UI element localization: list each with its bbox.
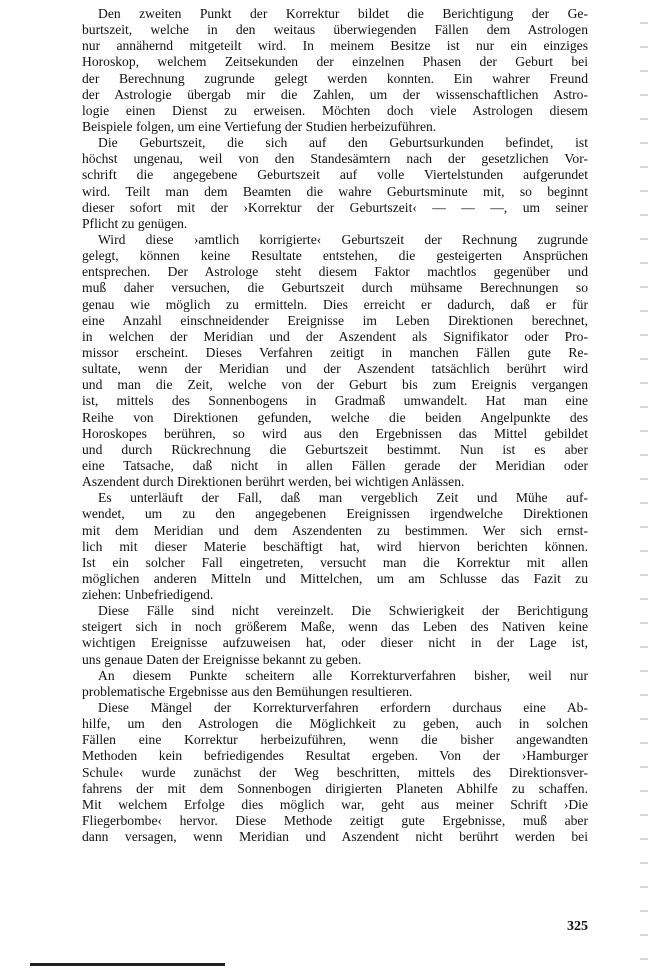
text-line: nur annähernd mitgeteilt wird. In meinem Besitze ist nur ein einziges [82, 38, 588, 54]
text-line: hilfe, um den Astrologen die Möglichkeit zu geben, auch in solchen [82, 716, 588, 732]
text-line: Diese Mängel der Korrekturverfahren erfordern durchaus eine Ab- [98, 700, 588, 716]
text-line: logie einen Dienst zu erweisen. Möchten doch viele Astrologen diesem [82, 102, 588, 118]
text-line: Fällen eine Korrektur herbeizuführen, wenn die bisher angewandten [82, 732, 588, 748]
text-line: fahrens der mit dem Sonnenbogen dirigierten Planeten Abhilfe zu schaffen. [82, 780, 588, 796]
text-line: Es unterläuft der Fall, daß man vergeblich Zeit und Mühe auf- [98, 490, 588, 506]
text-line: Diese Fälle sind nicht vereinzelt. Die Schwierigkeit der Berichtigung [98, 603, 588, 619]
text-line: Methoden kein befriedigendes Resultat ergeben. Von der ›Hamburger [82, 748, 588, 764]
text-line: problematische Ergebnisse aus den Bemühungen resultieren. [82, 683, 413, 699]
text-line: dieser sofort mit der ›Korrektur der Geburtszeit‹ — — —, um seiner [82, 199, 588, 215]
text-line: wichtigen Ereignisse aufzuweisen hat, oder dieser nicht in der Lage ist, [82, 635, 588, 651]
page-body [82, 6, 588, 845]
text-line: ziehen: Unbefriedigend. [82, 587, 214, 603]
text-line: der Berechnung zugrunde gelegt werden konnten. Ein wahrer Freund [82, 70, 588, 86]
text-line: höchst ungenau, weil von den Standesämtern nach der gesetzlichen Vor- [82, 151, 588, 167]
text-line: muß daher versuchen, die Geburtszeit durch mühsame Berechnungen so [82, 280, 588, 296]
text-line: eine Anzahl einschneidender Ereignisse im Leben Direktionen berechnet, [82, 312, 588, 328]
text-line: Horoskop, welchem Zeitsekunden der einzelnen Phasen der Geburt bei [82, 54, 588, 70]
text-line: und durch Rückrechnung die Geburtszeit bestimmt. Nun ist es aber [82, 441, 588, 457]
text-line: entsprechen. Der Astrologe steht diesem Faktor machtlos gegenüber und [82, 264, 588, 280]
scan-edge-marks [640, 0, 648, 970]
text-line: ist, mittels des Sonnenbogens in Gradmaß umwandelt. Hat man eine [82, 393, 588, 409]
text-line: der Astrologie übergab mir die Zahlen, um der wissenschaftlichen Astro- [82, 86, 588, 102]
text-line: steigert sich in noch größerem Maße, wenn das Leben des Nativen keine [82, 619, 588, 635]
text-line: missor erscheint. Dieses Verfahren zeitigt in manchen Fällen gute Re- [82, 344, 588, 360]
text-line: wird. Teilt man dem Beamten die wahre Geburtsminute mit, so beginnt [82, 183, 588, 199]
text-line: An diesem Punkte scheitern alle Korrekturverfahren bisher, weil nur [98, 667, 588, 683]
text-line: sultate, wenn der Meridian und der Aszendent tatsächlich berührt wird [82, 361, 588, 377]
text-line: Schule‹ wurde zunächst der Weg beschritten, mittels des Direktionsver- [82, 764, 588, 780]
text-line: wendet, um zu den angegebenen Ereignissen irgendwelche Direktionen [82, 506, 588, 522]
text-line: burtszeit, welche in den weitaus überwiegenden Fällen dem Astrologen [82, 22, 588, 38]
text-line: Mit welchem Erfolge dies möglich war, geht aus meiner Schrift ›Die [82, 796, 588, 812]
text-line: möglichen anderen Mitteln und Mittelchen, um am Schlusse das Fazit zu [82, 570, 588, 586]
text-line: und man die Zeit, welche von der Geburt bis zum Ereignis vergangen [82, 377, 588, 393]
text-line: Pflicht zu genügen. [82, 215, 188, 231]
text-line: lich mit dieser Materie beschäftigt hat, wird hiervon berichten können. [82, 538, 588, 554]
page-number: 325 [567, 919, 588, 934]
text-line: Horoskopes berühren, so wird aus den Ergebnissen das Mittel gebildet [82, 425, 588, 441]
text-line: schrift die angegebene Geburtszeit auf volle Viertelstunden aufgerundet [82, 167, 588, 183]
text-line: Ist ein solcher Fall eingetreten, versucht man die Korrektur mit allen [82, 554, 588, 570]
text-line: dann versagen, wenn Meridian und Aszendent nicht berührt werden bei [82, 829, 588, 845]
text-line: uns genaue Daten der Ereignisse bekannt zu geben. [82, 651, 362, 667]
text-line: Wird diese ›amtlich korrigierte‹ Geburtszeit der Rechnung zugrunde [98, 231, 588, 247]
text-line: in welchen der Meridian und der Aszendent als Signifikator oder Pro- [82, 328, 588, 344]
text-line: Aszendent durch Direktionen berührt werden, bei wichtigen Anlässen. [82, 474, 465, 490]
text-line: mit dem Meridian und dem Aszendenten zu bestimmen. Wer sich ernst- [82, 522, 588, 538]
text-line: Reihe von Direktionen gefunden, welche die beiden Angelpunkte des [82, 409, 588, 425]
text-line: genau wie möglich zu ermitteln. Dies erreicht er dadurch, daß er für [82, 296, 588, 312]
text-line: Beispiele folgen, um eine Vertiefung der Studien herbeizuführen. [82, 118, 437, 134]
text-line: eine Tatsache, daß nicht in allen Fällen gerade der Meridian oder [82, 457, 588, 473]
text-line: gelegt, können keine Resultate entstehen, die gesteigerten Ansprüchen [82, 248, 588, 264]
footer-rule [30, 963, 225, 966]
text-line: Den zweiten Punkt der Korrektur bildet die Berichtigung der Ge- [98, 6, 588, 21]
text-line: Die Geburtszeit, die sich auf den Geburtsurkunden befindet, ist [98, 135, 588, 151]
text-line: Fliegerbombe‹ hervor. Diese Methode zeitigt gute Ergebnisse, muß aber [82, 813, 588, 829]
